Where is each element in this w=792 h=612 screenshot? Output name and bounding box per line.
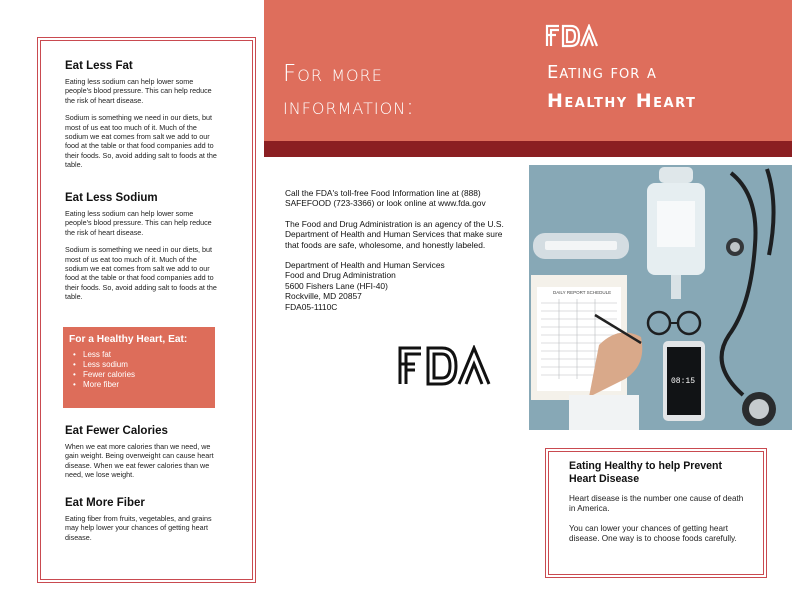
medical-desk-image bbox=[529, 165, 792, 430]
section-heading: Eat More Fiber bbox=[65, 497, 145, 509]
list-item: • Fewer calories bbox=[83, 370, 209, 380]
contact-info bbox=[285, 188, 505, 312]
box-title: Eating Healthy to help Prevent Heart Disease bbox=[569, 460, 723, 485]
section-eat-fewer-calories bbox=[65, 425, 219, 488]
header-stripe bbox=[264, 141, 792, 157]
section-eat-less-fat bbox=[65, 60, 219, 178]
prevent-heart-disease-box bbox=[545, 448, 767, 578]
info-call: Call the FDA's toll-free Food Information line at (888) SAFEFOOD (723-3366) or look online at www.fda.gov bbox=[285, 188, 486, 209]
address-line: Food and Drug Administration bbox=[285, 270, 396, 281]
address-line: Rockville, MD 20857 bbox=[285, 291, 362, 302]
section-paragraph: Eating less sodium can help lower some people's blood pressure. This can help reduce the risk of heart disease. bbox=[65, 77, 212, 105]
phone-clock: 08:15 bbox=[671, 377, 696, 386]
box-paragraph: You can lower your chances of getting heart disease. One way is to choose foods carefully. bbox=[569, 524, 737, 543]
list-item: • Less sodium bbox=[83, 360, 209, 370]
left-panel bbox=[37, 37, 256, 583]
box-paragraph: Heart disease is the number one cause of death in America. bbox=[569, 494, 744, 513]
clipboard-title: DAILY REPORT SCHEDULE bbox=[553, 290, 612, 295]
section-eat-less-sodium bbox=[65, 192, 219, 310]
section-paragraph: When we eat more calories than we need, we gain weight. Being overweight can cause heart disease. When we eat fewer calories than we need, we lose weight. bbox=[65, 442, 214, 480]
section-paragraph: Sodium is something we need in our diets, but most of us eat too much of it. Much of the sodium we eat comes from salt we add to our food at the table or that food companies add to their foods. So, avoid adding salt to foods at the table. bbox=[65, 245, 217, 302]
section-paragraph: Eating fiber from fruits, vegetables, and grains may help lower your chances of getting heart disease. bbox=[65, 514, 212, 542]
title-line-2: Healthy Heart bbox=[547, 90, 697, 112]
for-more-line: For more bbox=[283, 61, 383, 87]
section-paragraph: Eating less sodium can help lower some people's blood pressure. This can help reduce the risk of heart disease. bbox=[65, 209, 212, 237]
healthy-box-title: For a Healthy Heart, Eat: bbox=[69, 334, 188, 345]
section-heading: Eat Less Sodium bbox=[65, 192, 158, 204]
address-line: Department of Health and Human Services bbox=[285, 260, 445, 271]
section-heading: Eat Less Fat bbox=[65, 60, 133, 72]
for-more-information-heading bbox=[283, 58, 523, 124]
section-eat-more-fiber bbox=[65, 497, 219, 550]
section-heading: Eat Fewer Calories bbox=[65, 425, 168, 437]
section-paragraph: Sodium is something we need in our diets, but most of us eat too much of it. Much of the sodium we eat comes from salt we add to our food at the table or that food companies add to their foods. So, avoid adding salt to foods at the table. bbox=[65, 113, 217, 170]
medical-photo bbox=[529, 165, 792, 430]
address-line: FDA05-1110C bbox=[285, 301, 338, 312]
info-agency: The Food and Drug Administration is an agency of the U.S. Department of Health and Human Services that make sure that foods are safe, wholesome, and honestly labeled. bbox=[285, 218, 504, 250]
address-line: 5600 Fishers Lane (HFI-40) bbox=[285, 280, 388, 291]
fda-logo-icon bbox=[545, 24, 603, 48]
list-item: • More fiber bbox=[83, 380, 209, 390]
healthy-box-list bbox=[69, 350, 209, 390]
healthy-heart-box bbox=[63, 327, 215, 408]
title-line-1: Eating for a bbox=[547, 62, 657, 83]
list-item: • Less fat bbox=[83, 350, 209, 360]
for-more-line: information: bbox=[283, 94, 415, 120]
address-block bbox=[285, 260, 505, 312]
fda-logo-large-icon bbox=[397, 345, 497, 387]
